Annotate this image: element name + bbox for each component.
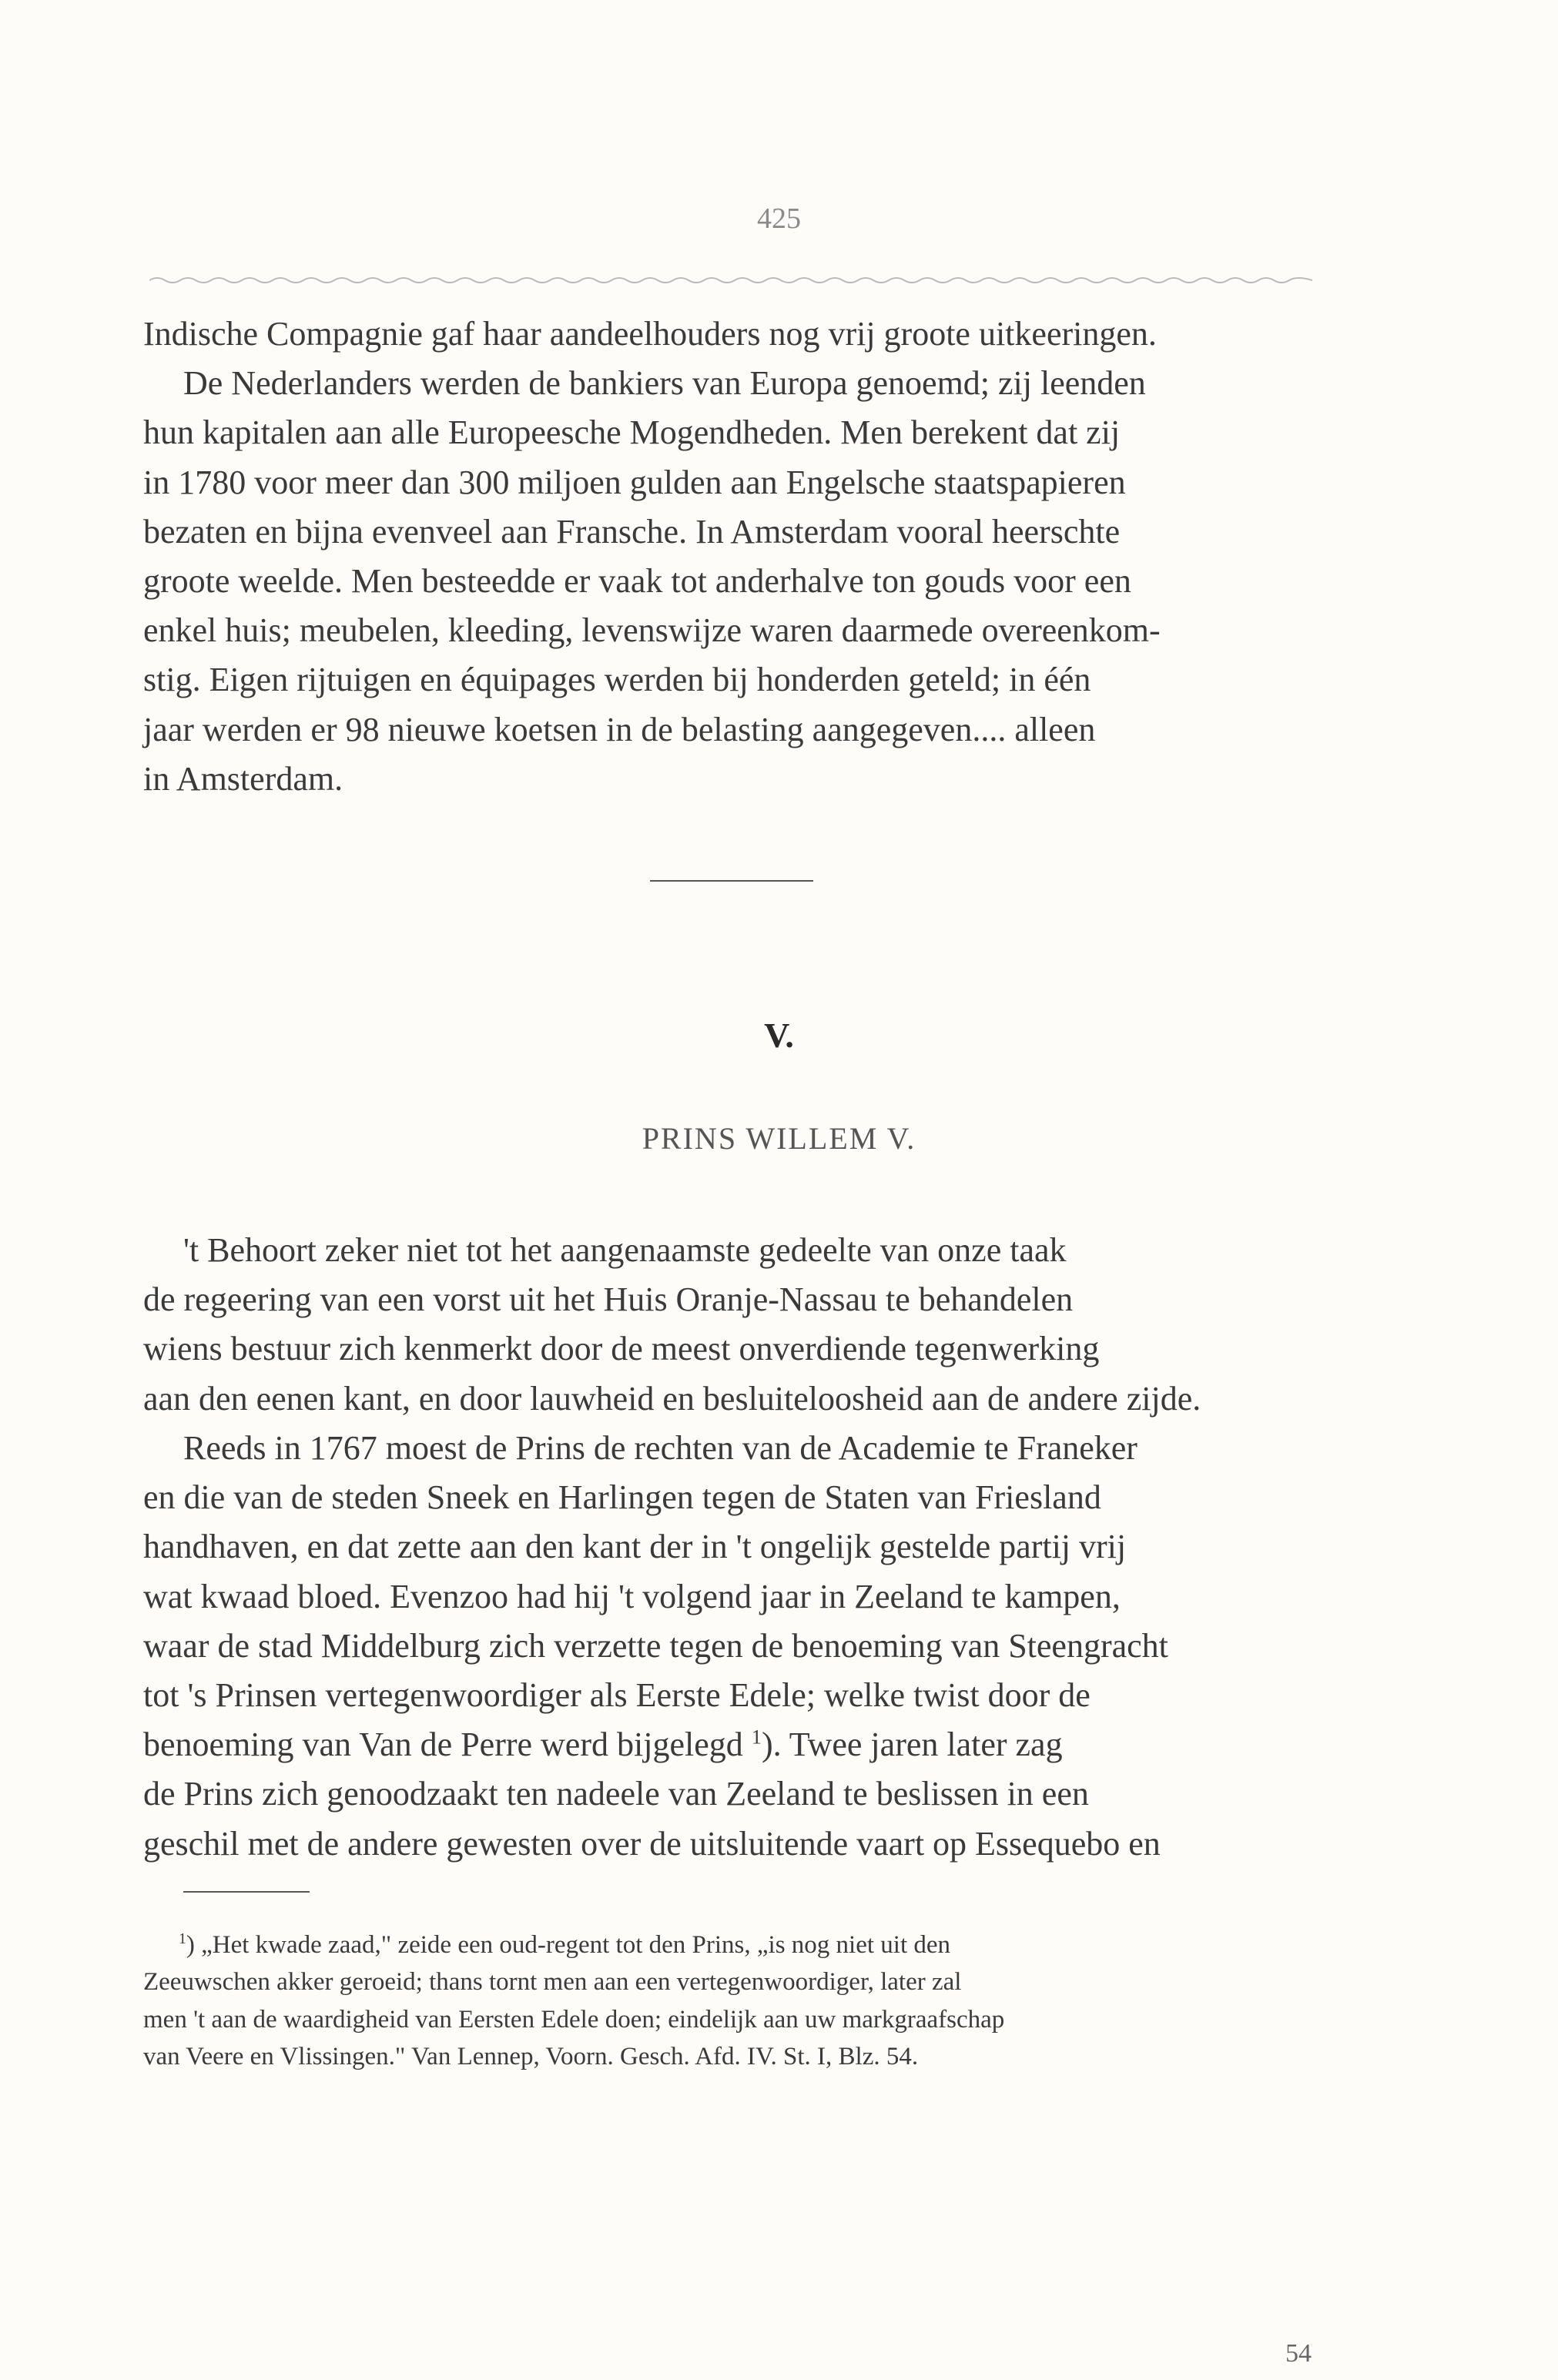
text-line: wiens bestuur zich kenmerkt door de meest onverdiende tegenwerking [143,1330,1100,1368]
footnote-text: ) „Het kwade zaad," zeide een oud-regent tot den Prins, „is nog niet uit den [186,1931,951,1959]
text-line: in Amsterdam. [143,759,343,798]
footnote-marker: 1 [179,1930,186,1947]
text-span: benoeming van Van de Perre werd bijgelegd [143,1726,743,1764]
text-line: bezaten en bijna evenveel aan Fransche. In Amsterdam vooral heerschte [143,512,1121,551]
footnote-separator [183,1891,310,1893]
text-line: 't Behoort zeker niet tot het aangenaamste gedeelte van onze taak [183,1231,1067,1269]
text-line: groote weelde. Men besteedde er vaak tot anderhalve ton gouds voor een [143,562,1131,601]
chapter-title: PRINS WILLEM V. [642,1121,916,1156]
chapter-number: V. [764,1016,794,1055]
text-line: en die van de steden Sneek en Harlingen tegen de Staten van Friesland [143,1478,1101,1517]
text-line: waar de stad Middelburg zich verzette tegen de benoeming van Steengracht [143,1626,1168,1665]
text-line: hun kapitalen aan alle Europeesche Mogendheden. Men berekent dat zij [143,413,1121,452]
text-line: handhaven, en dat zette aan den kant der in 't ongelijk gestelde partij vrij [143,1528,1127,1566]
text-line: jaar werden er 98 nieuwe koetsen in de belasting aangegeven.... alleen [143,710,1096,748]
footnote-reference[interactable]: 1 [751,1725,762,1749]
text-line [143,1720,1318,1769]
text-line: de regeering van een vorst uit het Huis Oranje-Nassau te behandelen [143,1280,1074,1319]
footnote-line [143,1926,1318,1963]
chapter-paragraph-2 [143,1424,1318,1869]
text-line: Reeds in 1767 moest de Prins de rechten van de Academie te Franeker [183,1429,1138,1467]
footnote [143,1926,1318,2075]
text-line: stig. Eigen rijtuigen en équipages werden bij honderden geteld; in één [143,661,1091,699]
text-line: wat kwaad bloed. Evenzoo had hij 't volgend jaar in Zeeland te kampen, [143,1577,1121,1615]
page-number: 425 [757,203,801,235]
text-span: ). Twee jaren later zag [761,1726,1063,1764]
chapter-paragraph-1 [143,1226,1318,1424]
text-line: De Nederlanders werden de bankiers van Europa genoemd; zij leenden [183,364,1146,403]
text-line: tot 's Prinsen vertegenwoordiger als Eerste Edele; welke twist door de [143,1676,1091,1715]
footnote-line: Zeeuwschen akker geroeid; thans tornt men aan een vertegenwoordiger, later zal [143,1968,962,1997]
text-line: aan den eenen kant, en door lauwheid en besluiteloosheid aan de andere zijde. [143,1379,1201,1418]
text-line: Indische Compagnie gaf haar aandeelhouders nog vrij groote uitkeeringen. [143,315,1157,353]
footnote-line: men 't aan de waardigheid van Eersten Edele doen; eindelijk aan uw markgraafschap [143,2005,1005,2034]
decorative-wavy-rule [149,273,1312,288]
signature-mark: 54 [1285,2339,1312,2368]
opening-paragraph [143,310,1318,804]
section-separator [650,880,813,882]
text-line: enkel huis; meubelen, kleeding, levenswijze waren daarmede overeenkom- [143,611,1161,650]
text-line: geschil met de andere gewesten over de uitsluitende vaart op Essequebo en [143,1824,1161,1863]
footnote-line: van Veere en Vlissingen." Van Lennep, Voorn. Gesch. Afd. IV. St. I, Blz. 54. [143,2042,919,2070]
text-line: de Prins zich genoodzaakt ten nadeele van Zeeland te beslissen in een [143,1775,1089,1813]
text-line: in 1780 voor meer dan 300 miljoen gulden aan Engelsche staatspapieren [143,463,1126,501]
